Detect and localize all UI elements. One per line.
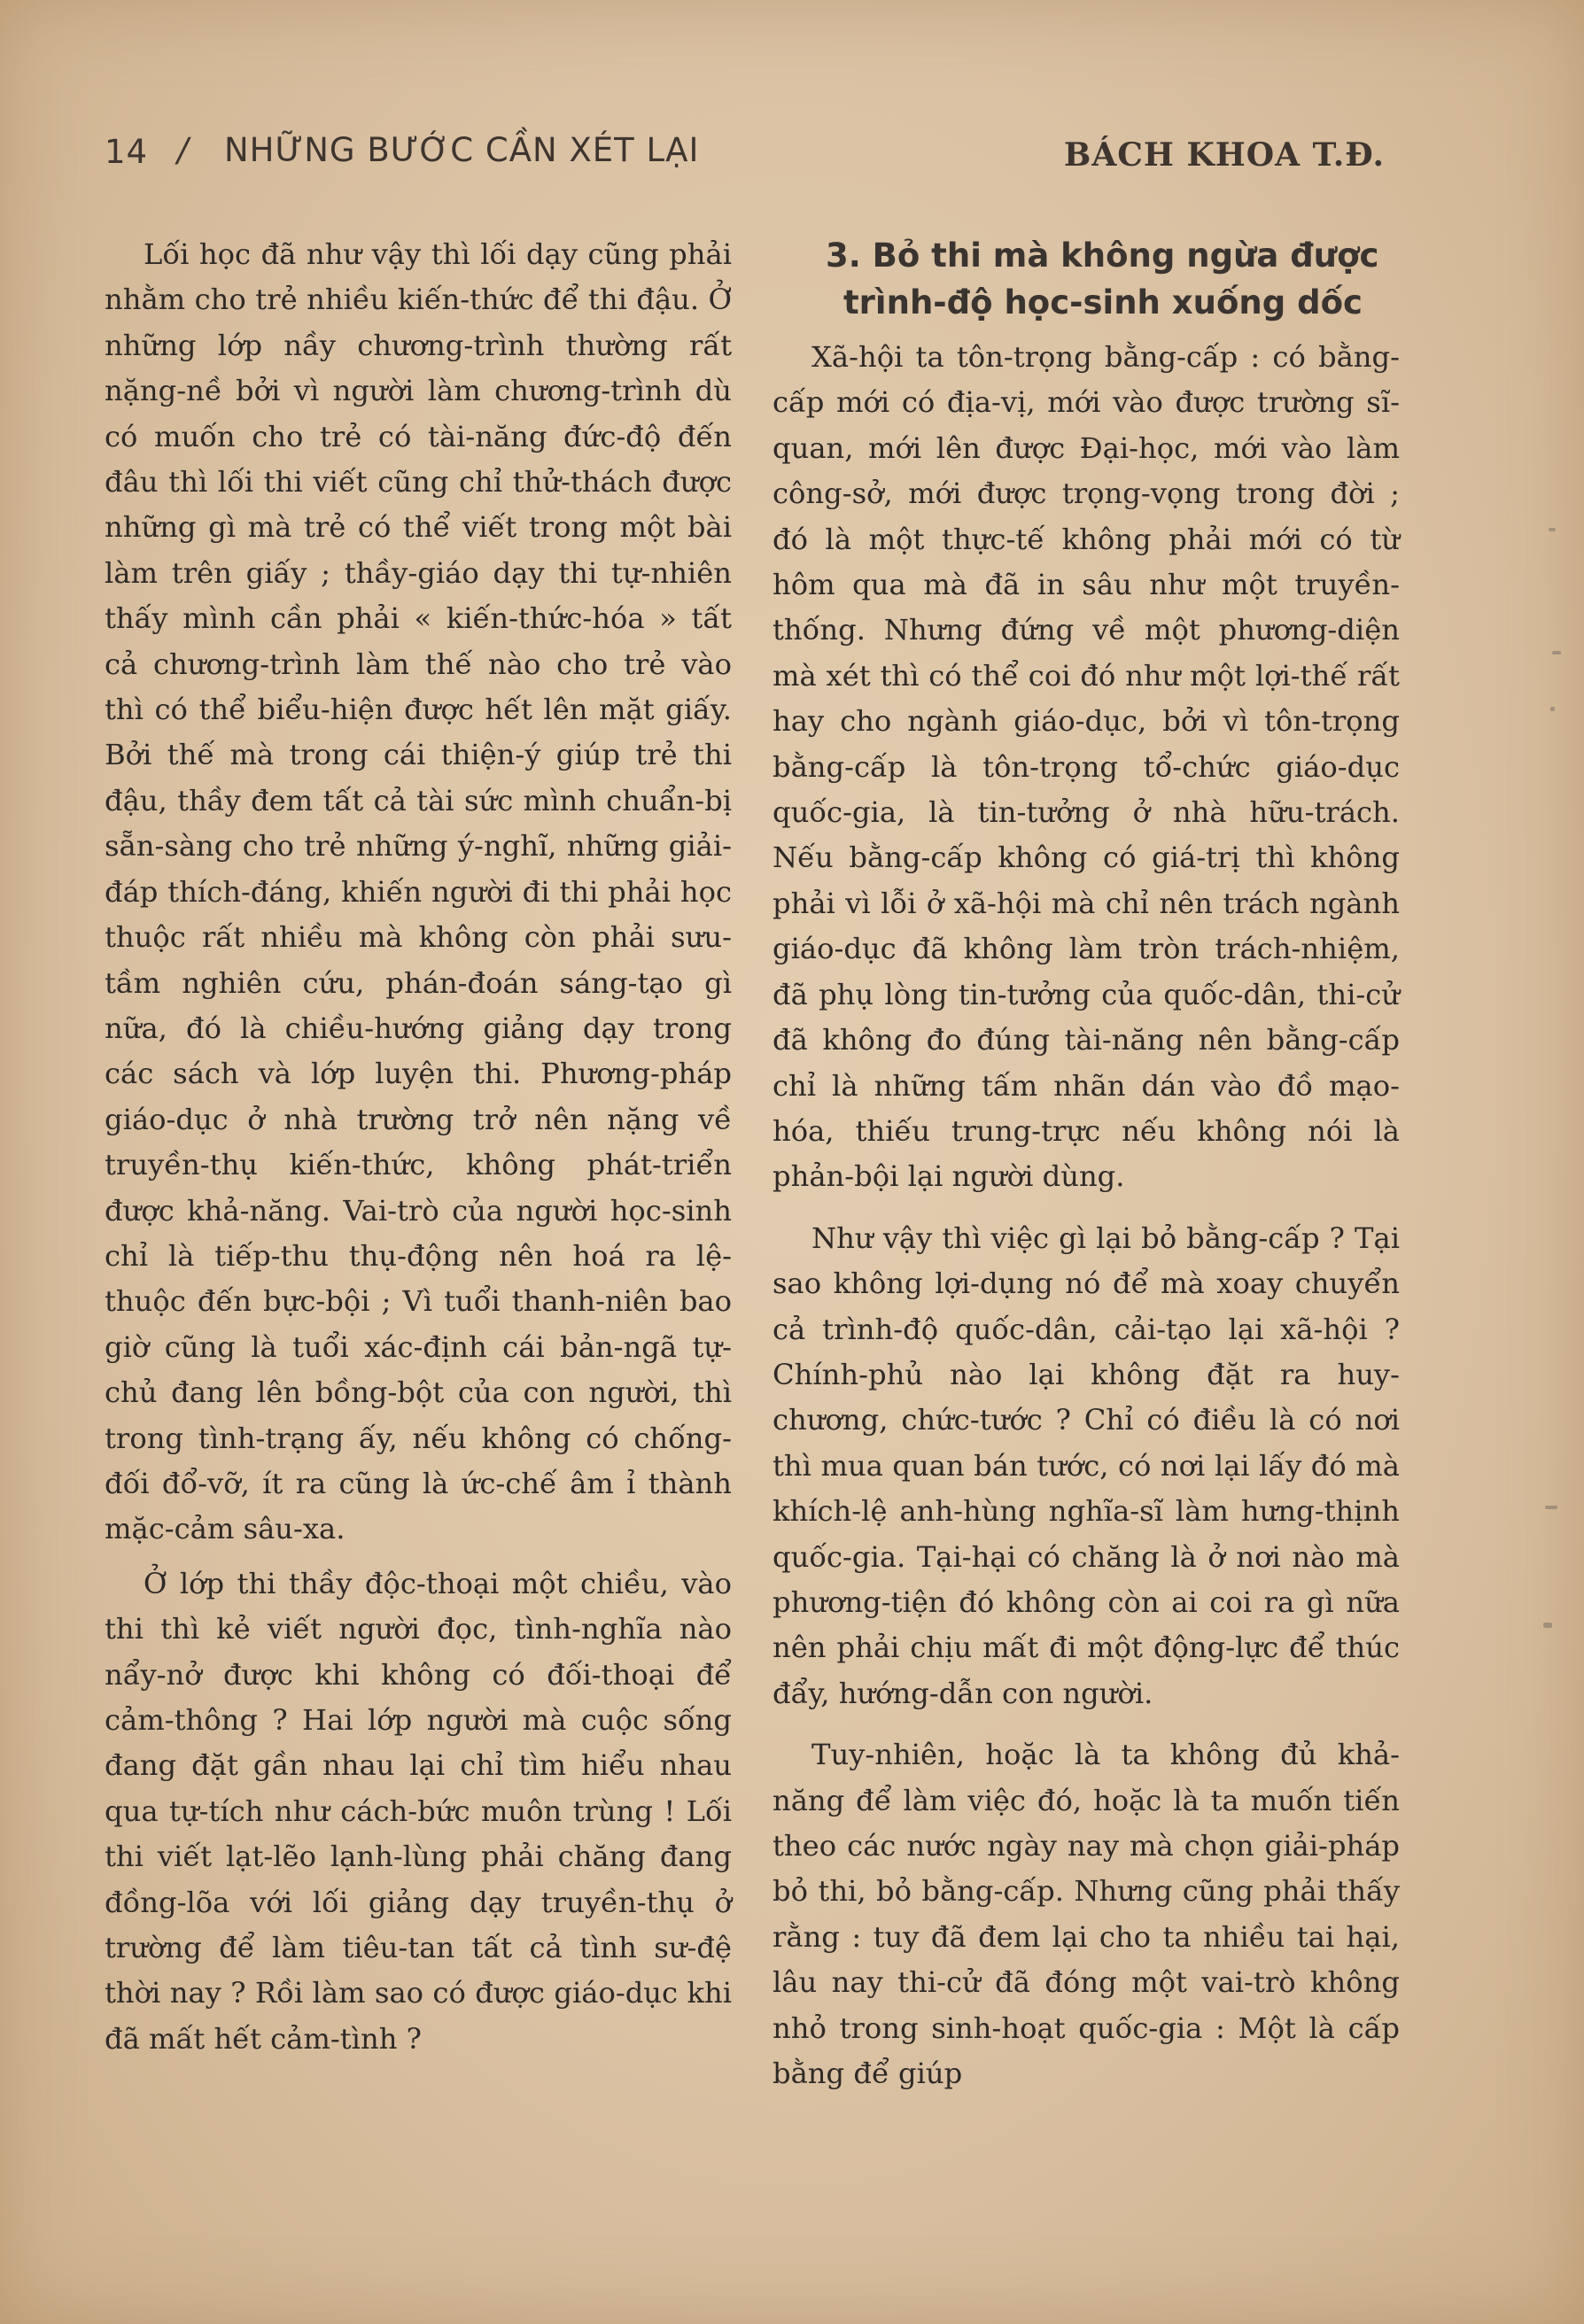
- section-body: [773, 335, 1400, 2096]
- left-column: [105, 232, 732, 2062]
- paragraph: Xã-hội ta tôn-trọng bằng-cấp : có bằng-cấp mới có địa-vị, mới vào được trường sĩ-quan, mới lên được Đại-học, mới vào làm công-sở, mới được trọng-vọng trong đời ; đó là một thực-tế không phải mới có từ hôm qua mà đã in sâu như một truyền-thống. Nhưng đứng về một phương-diện mà xét thì có thể coi đó như một lợi-thế rất hay cho ngành giáo-dục, bởi vì tôn-trọng bằng-cấp là tôn-trọng tổ-chức giáo-dục quốc-gia, là tin-tưởng ở nhà hữu-trách. Nếu bằng-cấp không có giá-trị thì không phải vì lỗi ở xã-hội mà chỉ nên trách ngành giáo-dục đã không làm tròn trách-nhiệm, đã phụ lòng tin-tưởng của quốc-dân, thi-cử đã không đo đúng tài-năng nên bằng-cấp chỉ là những tấm nhãn dán vào đồ mạo-hóa, thiếu trung-trực nếu không nói là phản-bội lại người dùng.: [773, 340, 1400, 1194]
- paragraph: Tuy-nhiên, hoặc là ta không đủ khả-năng để làm việc đó, hoặc là ta muốn tiến theo các nước ngày nay mà chọn giải-pháp bỏ thi, bỏ bằng-cấp. Nhưng cũng phải thấy rằng : tuy đã đem lại cho ta nhiều tai hại, lâu nay thi-cử đã đóng một vai-trò không nhỏ trong sinh-hoạt quốc-gia : Một là cấp bằng để giúp: [773, 1738, 1400, 2091]
- ink-speck: [1545, 1506, 1557, 1509]
- ink-speck: [1543, 1623, 1552, 1628]
- paragraph: Ở lớp thi thầy độc-thoại một chiều, vào thi thì kẻ viết người đọc, tình-nghĩa nào nẩy-nở được khi không có đối-thoại để cảm-thông ? Hai lớp người mà cuộc sống đang đặt gần nhau lại chỉ tìm hiểu nhau qua tự-tích như cách-bức muôn trùng ! Lối thi viết lạt-lẽo lạnh-lùng phải chăng đang đồng-lõa với lối giảng dạy truyền-thụ ở trường để làm tiêu-tan tất cả tình sư-đệ thời nay ? Rồi làm sao có được giáo-dục khi đã mất hết cảm-tình ?: [105, 1566, 732, 2056]
- paragraph: Như vậy thì việc gì lại bỏ bằng-cấp ? Tại sao không lợi-dụng nó để mà xoay chuyển cả trình-độ quốc-dân, cải-tạo lại xã-hội ? Chính-phủ nào lại không đặt ra huy-chương, chức-tước ? Chỉ có điều là có nơi thì mua quan bán tước, có nơi lại lấy đó mà khích-lệ anh-hùng nghĩa-sĩ làm hưng-thịnh quốc-gia. Tại-hại có chăng là ở nơi nào mà phương-tiện đó không còn ai coi ra gì nữa nên phải chịu mất đi một động-lực để thúc đẩy, hướng-dẫn con người.: [773, 1220, 1400, 1710]
- ink-speck: [1549, 528, 1556, 531]
- section-heading-line-2: trình-độ học-sinh xuống dốc: [843, 283, 1363, 321]
- header-separator: /: [177, 131, 190, 169]
- ink-speck: [1552, 651, 1561, 655]
- page-number: 14: [105, 133, 149, 171]
- ink-speck: [1550, 707, 1555, 711]
- header-article-title: NHỮNG BƯỚC CẦN XÉT LẠI: [224, 131, 700, 169]
- header-publication: BÁCH KHOA T.Đ.: [1063, 136, 1385, 174]
- section-heading-line-1: 3. Bỏ thi mà không ngừa được: [826, 236, 1379, 275]
- section-heading: [773, 232, 1400, 326]
- right-column: [773, 232, 1400, 2096]
- running-header: [105, 122, 1385, 184]
- paragraph: Lối học đã như vậy thì lối dạy cũng phải nhằm cho trẻ nhiều kiến-thức để thi đậu. Ở những lớp nầy chương-trình thường rất nặng-nề bởi vì người làm chương-trình dù có muốn cho trẻ có tài-năng đức-độ đến đâu thì lối thi viết cũng chỉ thử-thách được những gì mà trẻ có thể viết trong một bài làm trên giấy ; thầy-giáo dạy thi tự-nhiên thấy mình cần phải « kiến-thức-hóa » tất cả chương-trình làm thế nào cho trẻ vào thì có thể biểu-hiện được hết lên mặt giấy. Bởi thế mà trong cái thiện-ý giúp trẻ thi đậu, thầy đem tất cả tài sức mình chuẩn-bị sẵn-sàng cho trẻ những ý-nghĩ, những giải-đáp thích-đáng, khiến người đi thi phải học thuộc rất nhiều mà không còn phải sưu-tầm nghiên cứu, phán-đoán sáng-tạo gì nữa, đó là chiều-hướng giảng dạy trong các sách và lớp luyện thi. Phương-pháp giáo-dục ở nhà trường trở nên nặng về truyền-thụ kiến-thức, không phát-triển được khả-năng. Vai-trò của người học-sinh chỉ là tiếp-thu thụ-động nên hoá ra lệ-thuộc đến bực-bội ; Vì tuổi thanh-niên bao giờ cũng là tuổi xác-định cái bản-ngã tự-chủ đang lên bồng-bột của con người, thì trong tình-trạng ấy, nếu không có chống-đối đổ-vỡ, ít ra cũng là ức-chế âm ỉ thành mặc-cảm sâu-xa.: [105, 237, 732, 1546]
